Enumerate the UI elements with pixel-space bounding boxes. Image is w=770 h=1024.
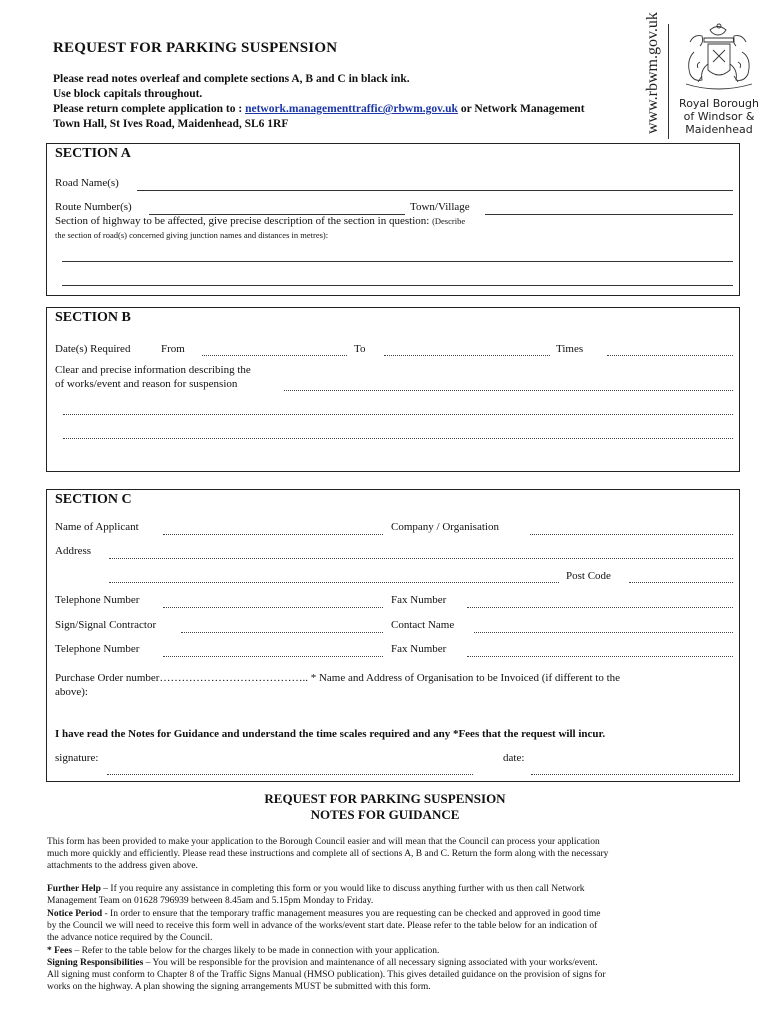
info-field-3[interactable] xyxy=(63,438,733,439)
post-code-field[interactable] xyxy=(629,582,733,583)
notes-title: REQUEST FOR PARKING SUSPENSION NOTES FOR GUIDANCE xyxy=(264,791,506,822)
notes-further-help: Further Help – If you require any assistance in completing this form or you would like to discuss anything further with us then call Network Management Team on 01628 796939 between 8.45am and 5.15pm Monday to Friday. xyxy=(47,884,585,906)
applicant-name-field[interactable] xyxy=(163,534,383,535)
dates-required-label: Date(s) Required xyxy=(55,343,131,355)
website-url[interactable]: www.rbwm.gov.uk xyxy=(644,12,661,134)
date-label: date: xyxy=(503,752,525,764)
applicant-name-label: Name of Applicant xyxy=(55,521,139,533)
purchase-order-label: Purchase Order number………………………………….. * Name and Address of Organisation to be Invoiced (if different to the xyxy=(55,672,621,684)
instruction-line-2: Use block capitals throughout. xyxy=(53,88,203,100)
notes-intro: This form has been provided to make your application to the Borough Council easier and will mean that the Council can process your application much more quickly and efficiently. Please read these instructions and complete all of sections A, B and C. Return the form along with the necessary attachments to the address given above. xyxy=(47,837,609,871)
section-description-label: Section of highway to be affected, give precise description of the section in question: (Describe xyxy=(55,215,466,227)
contractor-telephone-field[interactable] xyxy=(163,656,383,657)
times-label: Times xyxy=(556,343,584,355)
info-field-1[interactable] xyxy=(284,390,733,391)
address-field-1[interactable] xyxy=(109,558,733,559)
form-title: REQUEST FOR PARKING SUSPENSION xyxy=(53,40,338,56)
to-date-field[interactable] xyxy=(384,355,550,356)
notes-signing: Signing Responsibilities – You will be responsible for the provision and maintenance of all necessary signing associated with your works/event. All signing must conform to Chapter 8 of the Traffic Signs Manual (HMSO publication). This gives detailed guidance on the provision of signs for works on the highway. A plan showing the signing arrangements MUST be submitted with this form. xyxy=(47,958,606,992)
notes-fees: * Fees – Refer to the table below for the charges likely to be made in connection with your application. xyxy=(47,946,440,956)
times-field[interactable] xyxy=(607,355,733,356)
contact-name-field[interactable] xyxy=(474,632,733,633)
telephone-field[interactable] xyxy=(163,607,383,608)
purchase-order-label-cont: above): xyxy=(55,686,88,698)
description-line-2[interactable] xyxy=(62,285,733,286)
section-a xyxy=(46,143,740,296)
describe-hint: the section of road(s) concerned giving junction names and distances in metres): xyxy=(55,230,329,240)
logo-divider xyxy=(668,24,669,139)
fax-label: Fax Number xyxy=(391,594,447,606)
description-line-1[interactable] xyxy=(62,261,733,262)
section-c-heading: SECTION C xyxy=(55,492,132,507)
instruction-line-1: Please read notes overleaf and complete sections A, B and C in black ink. xyxy=(53,73,410,85)
fax-field[interactable] xyxy=(467,607,733,608)
road-names-label: Road Name(s) xyxy=(55,177,119,189)
contact-name-label: Contact Name xyxy=(391,619,455,631)
instruction-line-3: Please return complete application to : network.managementtraffic@rbwm.gov.uk or Network Management xyxy=(53,103,585,115)
instruction-line-4: Town Hall, St Ives Road, Maidenhead, SL6 1RF xyxy=(53,118,289,130)
from-date-field[interactable] xyxy=(202,355,347,356)
signature-field[interactable] xyxy=(107,774,473,775)
contractor-fax-label: Fax Number xyxy=(391,643,447,655)
info-field-2[interactable] xyxy=(63,414,733,415)
address-field-2[interactable] xyxy=(109,582,559,583)
info-label-2: of works/event and reason for suspension xyxy=(55,378,238,390)
contractor-telephone-label: Telephone Number xyxy=(55,643,140,655)
date-field[interactable] xyxy=(531,774,733,775)
crest-icon xyxy=(680,22,758,94)
contractor-label: Sign/Signal Contractor xyxy=(55,619,157,631)
section-a-heading: SECTION A xyxy=(55,146,131,161)
email-link[interactable]: network.managementtraffic@rbwm.gov.uk xyxy=(245,103,458,115)
telephone-label: Telephone Number xyxy=(55,594,140,606)
notes-notice-period: Notice Period - In order to ensure that the temporary traffic management measures you are requesting can be checked and approved in good time by the Council we will need to receive this form well in advance of the works/event start date. Please refer to the table below for an indication of the advance notice required by the Council. xyxy=(47,909,601,943)
road-names-field[interactable] xyxy=(137,190,733,191)
info-label-1: Clear and precise information describing the xyxy=(55,364,251,376)
company-field[interactable] xyxy=(530,534,733,535)
from-label: From xyxy=(161,343,185,355)
declaration-text: I have read the Notes for Guidance and understand the time scales required and any *Fees that the request will incur. xyxy=(55,728,606,740)
address-label: Address xyxy=(55,545,92,557)
section-c xyxy=(46,489,740,782)
post-code-label: Post Code xyxy=(566,570,611,582)
town-village-label: Town/Village xyxy=(410,201,470,213)
instructions xyxy=(53,72,585,132)
contractor-field[interactable] xyxy=(181,632,383,633)
signature-label: signature: xyxy=(55,752,99,764)
council-name: Royal Borough of Windsor & Maidenhead xyxy=(679,97,759,136)
company-label: Company / Organisation xyxy=(391,521,499,533)
to-label: To xyxy=(354,343,366,355)
section-b-heading: SECTION B xyxy=(55,310,131,325)
town-village-field[interactable] xyxy=(485,214,733,215)
route-numbers-label: Route Number(s) xyxy=(55,201,132,213)
section-b xyxy=(46,307,740,472)
contractor-fax-field[interactable] xyxy=(467,656,733,657)
